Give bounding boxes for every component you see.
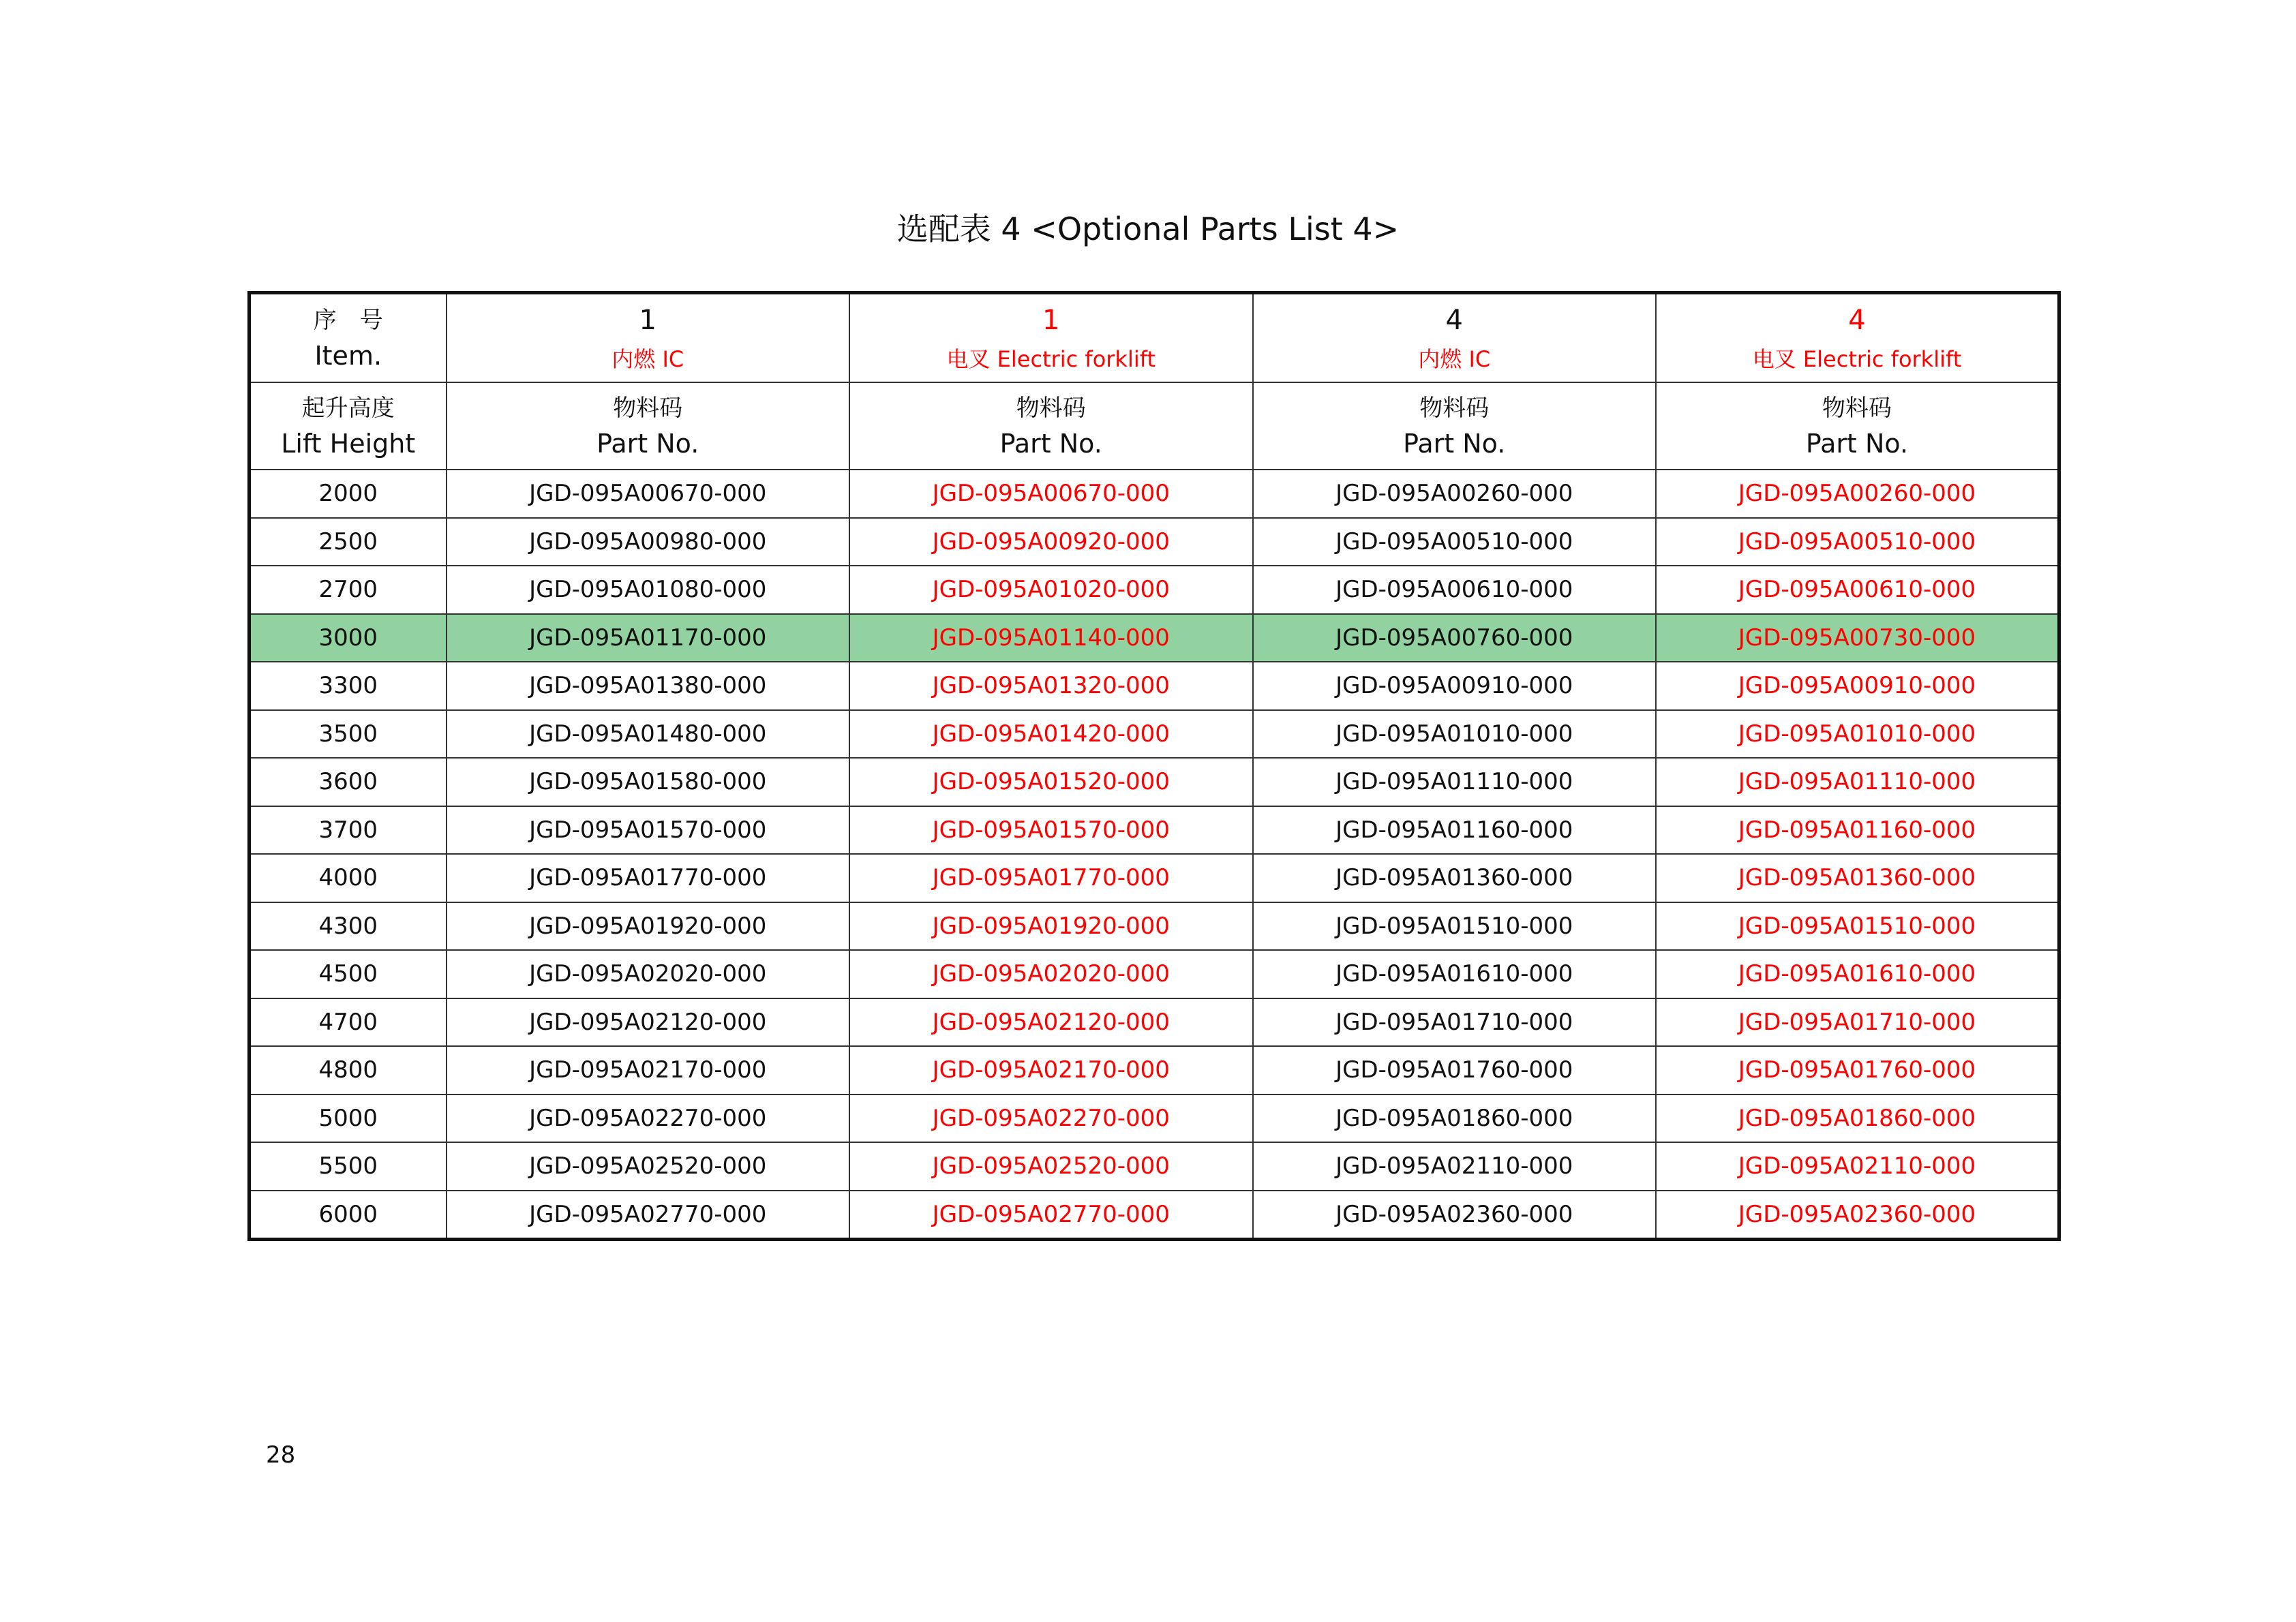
part-number-cell: JGD-095A00260-000	[1656, 470, 2059, 518]
part-number-cell: JGD-095A00670-000	[849, 470, 1253, 518]
item-header-cell	[250, 293, 447, 383]
part-number-cell: JGD-095A02110-000	[1656, 1142, 2059, 1191]
part-label-cn: 物料码	[1016, 395, 1086, 422]
lift-height-cell: 3600	[250, 758, 447, 806]
part-number-cell: JGD-095A01140-000	[849, 614, 1253, 662]
part-header	[447, 382, 850, 470]
part-number-cell: JGD-095A01860-000	[1253, 1095, 1657, 1143]
part-number-cell: JGD-095A01480-000	[447, 710, 850, 759]
part-number-cell: JGD-095A01770-000	[447, 854, 850, 902]
table-row	[250, 1046, 2059, 1095]
part-number-cell: JGD-095A01110-000	[1656, 758, 2059, 806]
part-number-cell: JGD-095A01570-000	[447, 806, 850, 855]
part-number-cell: JGD-095A02020-000	[849, 950, 1253, 998]
part-number-cell: JGD-095A02170-000	[447, 1046, 850, 1095]
header-row-item	[250, 293, 2059, 383]
table-row	[250, 854, 2059, 902]
column-item-number: 4	[1445, 305, 1463, 336]
lift-height-cell: 4300	[250, 902, 447, 951]
part-number-cell: JGD-095A01360-000	[1253, 854, 1657, 902]
part-number-cell: JGD-095A02360-000	[1253, 1191, 1657, 1240]
part-number-cell: JGD-095A01360-000	[1656, 854, 2059, 902]
part-number-cell: JGD-095A00510-000	[1253, 518, 1657, 566]
part-number-cell: JGD-095A01020-000	[849, 566, 1253, 614]
part-number-cell: JGD-095A02170-000	[849, 1046, 1253, 1095]
part-number-cell: JGD-095A00920-000	[849, 518, 1253, 566]
lift-height-cell: 2700	[250, 566, 447, 614]
part-number-cell: JGD-095A00760-000	[1253, 614, 1657, 662]
lift-height-header-cell	[250, 382, 447, 470]
part-number-cell: JGD-095A01860-000	[1656, 1095, 2059, 1143]
part-number-cell: JGD-095A01380-000	[447, 662, 850, 710]
table-row	[250, 806, 2059, 855]
lift-height-label-en: Lift Height	[281, 429, 416, 459]
part-label-en: Part No.	[596, 429, 699, 459]
column-header	[447, 293, 850, 383]
part-number-cell: JGD-095A02270-000	[849, 1095, 1253, 1143]
part-number-cell: JGD-095A00730-000	[1656, 614, 2059, 662]
part-number-cell: JGD-095A01010-000	[1253, 710, 1657, 759]
part-number-cell: JGD-095A02120-000	[849, 998, 1253, 1047]
part-label-cn: 物料码	[1822, 395, 1892, 422]
table-row	[250, 710, 2059, 759]
column-item-number: 1	[1042, 305, 1060, 336]
table-row	[250, 518, 2059, 566]
part-number-cell: JGD-095A01710-000	[1656, 998, 2059, 1047]
table-row	[250, 614, 2059, 662]
part-number-cell: JGD-095A02120-000	[447, 998, 850, 1047]
part-number-cell: JGD-095A01580-000	[447, 758, 850, 806]
lift-height-cell: 5000	[250, 1095, 447, 1143]
part-number-cell: JGD-095A01160-000	[1656, 806, 2059, 855]
part-number-cell: JGD-095A00980-000	[447, 518, 850, 566]
part-number-cell: JGD-095A01710-000	[1253, 998, 1657, 1047]
part-number-cell: JGD-095A01920-000	[447, 902, 850, 951]
header-row-part	[250, 382, 2059, 470]
part-label-en: Part No.	[999, 429, 1102, 459]
lift-height-cell: 3500	[250, 710, 447, 759]
lift-height-cell: 2000	[250, 470, 447, 518]
table-row	[250, 998, 2059, 1047]
lift-height-cell: 4500	[250, 950, 447, 998]
lift-height-cell: 3300	[250, 662, 447, 710]
part-number-cell: JGD-095A02770-000	[447, 1191, 850, 1240]
item-label-en: Item.	[314, 341, 382, 371]
part-number-cell: JGD-095A02360-000	[1656, 1191, 2059, 1240]
column-type: 电叉 Electric forklift	[1752, 346, 1962, 372]
part-number-cell: JGD-095A01610-000	[1656, 950, 2059, 998]
table-row	[250, 566, 2059, 614]
part-label-en: Part No.	[1403, 429, 1506, 459]
lift-height-cell: 4000	[250, 854, 447, 902]
lift-height-cell: 5500	[250, 1142, 447, 1191]
column-item-number: 4	[1848, 305, 1866, 336]
table-row	[250, 902, 2059, 951]
part-label-cn: 物料码	[613, 395, 683, 422]
table-row	[250, 662, 2059, 710]
optional-parts-table	[247, 291, 2061, 1241]
part-number-cell: JGD-095A00260-000	[1253, 470, 1657, 518]
part-number-cell: JGD-095A02520-000	[447, 1142, 850, 1191]
lift-height-cell: 2500	[250, 518, 447, 566]
column-header	[1253, 293, 1657, 383]
part-number-cell: JGD-095A01170-000	[447, 614, 850, 662]
part-number-cell: JGD-095A02270-000	[447, 1095, 850, 1143]
table-row	[250, 1142, 2059, 1191]
part-number-cell: JGD-095A00910-000	[1253, 662, 1657, 710]
part-number-cell: JGD-095A01320-000	[849, 662, 1253, 710]
column-type: 内燃 IC	[1418, 346, 1491, 372]
part-label-cn: 物料码	[1419, 395, 1490, 422]
part-number-cell: JGD-095A02520-000	[849, 1142, 1253, 1191]
part-number-cell: JGD-095A01760-000	[1656, 1046, 2059, 1095]
table-row	[250, 1191, 2059, 1240]
part-number-cell: JGD-095A02770-000	[849, 1191, 1253, 1240]
table-row	[250, 470, 2059, 518]
part-number-cell: JGD-095A00510-000	[1656, 518, 2059, 566]
part-header	[1253, 382, 1657, 470]
part-number-cell: JGD-095A02110-000	[1253, 1142, 1657, 1191]
part-number-cell: JGD-095A00910-000	[1656, 662, 2059, 710]
lift-height-cell: 4700	[250, 998, 447, 1047]
part-number-cell: JGD-095A01770-000	[849, 854, 1253, 902]
part-number-cell: JGD-095A01010-000	[1656, 710, 2059, 759]
lift-height-label-cn: 起升高度	[301, 395, 395, 422]
part-number-cell: JGD-095A01510-000	[1253, 902, 1657, 951]
part-number-cell: JGD-095A01510-000	[1656, 902, 2059, 951]
item-label-cn: 序 号	[313, 307, 383, 334]
column-type: 电叉 Electric forklift	[946, 346, 1155, 372]
column-header	[1656, 293, 2059, 383]
part-number-cell: JGD-095A02020-000	[447, 950, 850, 998]
part-number-cell: JGD-095A00670-000	[447, 470, 850, 518]
part-number-cell: JGD-095A00610-000	[1656, 566, 2059, 614]
lift-height-cell: 3000	[250, 614, 447, 662]
table-row	[250, 1095, 2059, 1143]
lift-height-cell: 3700	[250, 806, 447, 855]
page-title: 选配表 4 <Optional Parts List 4>	[896, 211, 1400, 247]
lift-height-cell: 6000	[250, 1191, 447, 1240]
page-number: 28	[266, 1441, 296, 1469]
part-number-cell: JGD-095A00610-000	[1253, 566, 1657, 614]
part-number-cell: JGD-095A01610-000	[1253, 950, 1657, 998]
part-header	[849, 382, 1253, 470]
part-number-cell: JGD-095A01080-000	[447, 566, 850, 614]
part-header	[1656, 382, 2059, 470]
part-number-cell: JGD-095A01520-000	[849, 758, 1253, 806]
column-item-number: 1	[639, 305, 656, 336]
table-row	[250, 758, 2059, 806]
table-row	[250, 950, 2059, 998]
part-number-cell: JGD-095A01920-000	[849, 902, 1253, 951]
part-number-cell: JGD-095A01570-000	[849, 806, 1253, 855]
column-type: 内燃 IC	[611, 346, 684, 372]
column-header	[849, 293, 1253, 383]
part-number-cell: JGD-095A01420-000	[849, 710, 1253, 759]
lift-height-cell: 4800	[250, 1046, 447, 1095]
part-label-en: Part No.	[1805, 429, 1909, 459]
part-number-cell: JGD-095A01160-000	[1253, 806, 1657, 855]
part-number-cell: JGD-095A01760-000	[1253, 1046, 1657, 1095]
part-number-cell: JGD-095A01110-000	[1253, 758, 1657, 806]
